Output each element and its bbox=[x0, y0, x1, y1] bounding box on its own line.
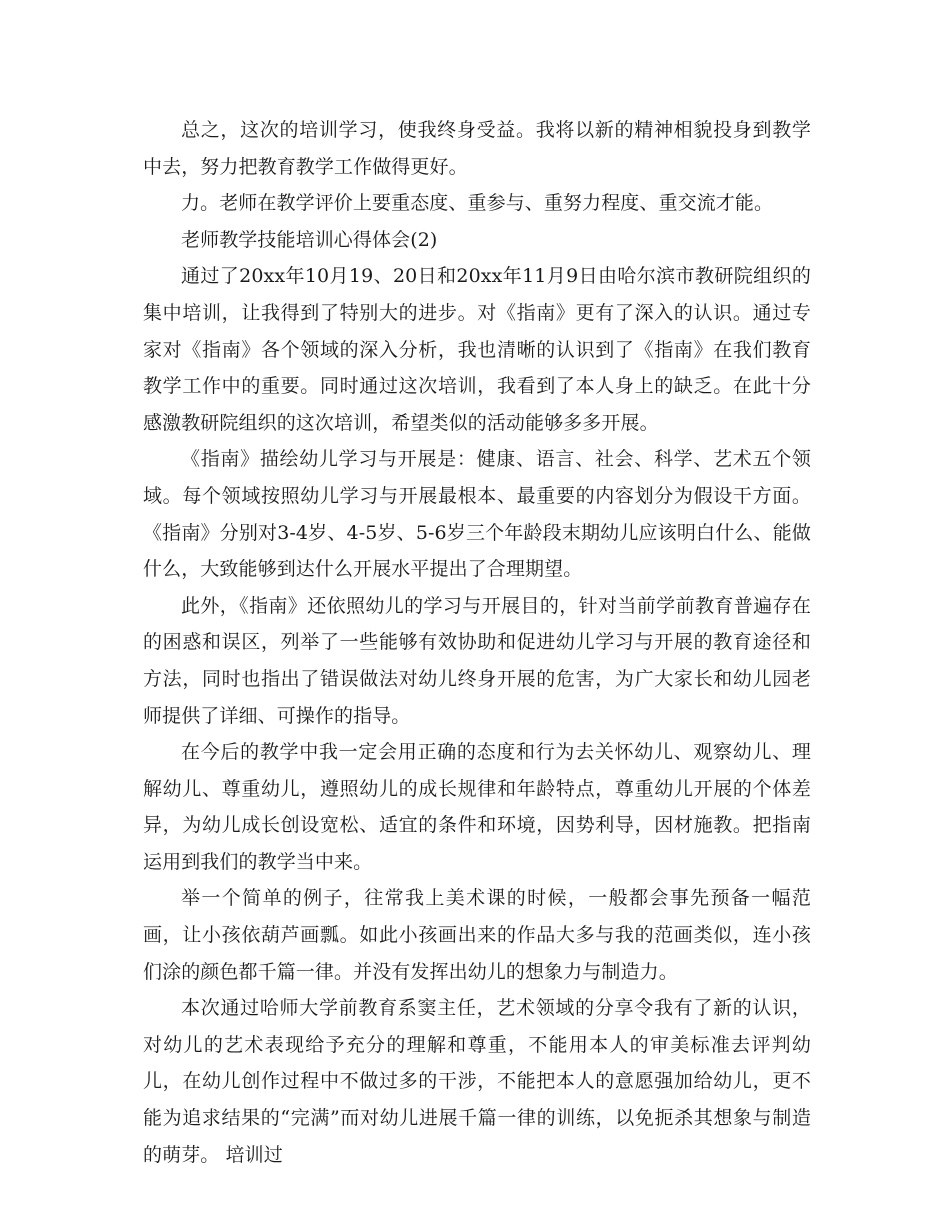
paragraph-conclusion: 总之，这次的培训学习，使我终身受益。我将以新的精神相貌投身到教学中去，努力把教育教学工作做得更好。 bbox=[143, 119, 811, 178]
paragraph-future-teaching: 在今后的教学中我一定会用正确的态度和行为去关怀幼儿、观察幼儿、理解幼儿、尊重幼儿，遵照幼儿的成长规律和年龄特点，尊重幼儿开展的个体差异，为幼儿成长创设宽松、适宜的条件和环境，因势利导，因材施教。把指南运用到我们的教学当中来。 bbox=[143, 741, 811, 873]
document-body bbox=[143, 112, 811, 1173]
paragraph-example: 举一个简单的例子，往常我上美术课的时候，一般都会事先预备一幅范画，让小孩依葫芦画瓢。如此小孩画出来的作品大多与我的范画类似，连小孩们涂的颜色都千篇一律。并没有发挥出幼儿的想象力与制造力。 bbox=[143, 887, 811, 983]
paragraph-fragment: 力。老师在教学评价上要重态度、重参与、重努力程度、重交流才能。 bbox=[181, 192, 774, 215]
section-heading: 老师教学技能培训心得体会(2) bbox=[181, 228, 438, 251]
paragraph-training-intro: 通过了20xx年10月19、20日和20xx年11月9日由哈尔滨市教研院组织的集中培训，让我得到了特别大的进步。对《指南》更有了深入的认识。通过专家对《指南》各个领域的深入分析，我也清晰的认识到了《指南》在我们教育教学工作中的重要。同时通过这次培训，我看到了本人身上的缺乏。在此十分感激教研院组织的这次培训，希望类似的活动能够多多开展。 bbox=[143, 265, 811, 434]
paragraph-guide-goals: 此外，《指南》还依照幼儿的学习与开展目的，针对当前学前教育普遍存在的困惑和误区，列举了一些能够有效协助和促进幼儿学习与开展的教育途径和方法，同时也指出了错误做法对幼儿终身开展的危害，为广大家长和幼儿园老师提供了详细、可操作的指导。 bbox=[143, 594, 811, 727]
paragraph-guide-domains: 《指南》描绘幼儿学习与开展是：健康、语言、社会、科学、艺术五个领域。每个领域按照幼儿学习与开展最根本、最重要的内容划分为假设干方面。《指南》分别对3-4岁、4-5岁、5-6岁三个年龄段末期幼儿应该明白什么、能做什么，大致能够到达什么开展水平提出了合理期望。 bbox=[143, 448, 811, 581]
paragraph-art-domain: 本次通过哈师大学前教育系窦主任，艺术领域的分享令我有了新的认识，对幼儿的艺术表现给予充分的理解和尊重，不能用本人的审美标准去评判幼儿，在幼儿创作过程中不做过多的干涉，不能把本人的意愿强加给幼儿，更不能为追求结果的“完满”而对幼儿进展千篇一律的训练，以免扼杀其想象与制造的萌芽。 培训过 bbox=[143, 997, 811, 1166]
